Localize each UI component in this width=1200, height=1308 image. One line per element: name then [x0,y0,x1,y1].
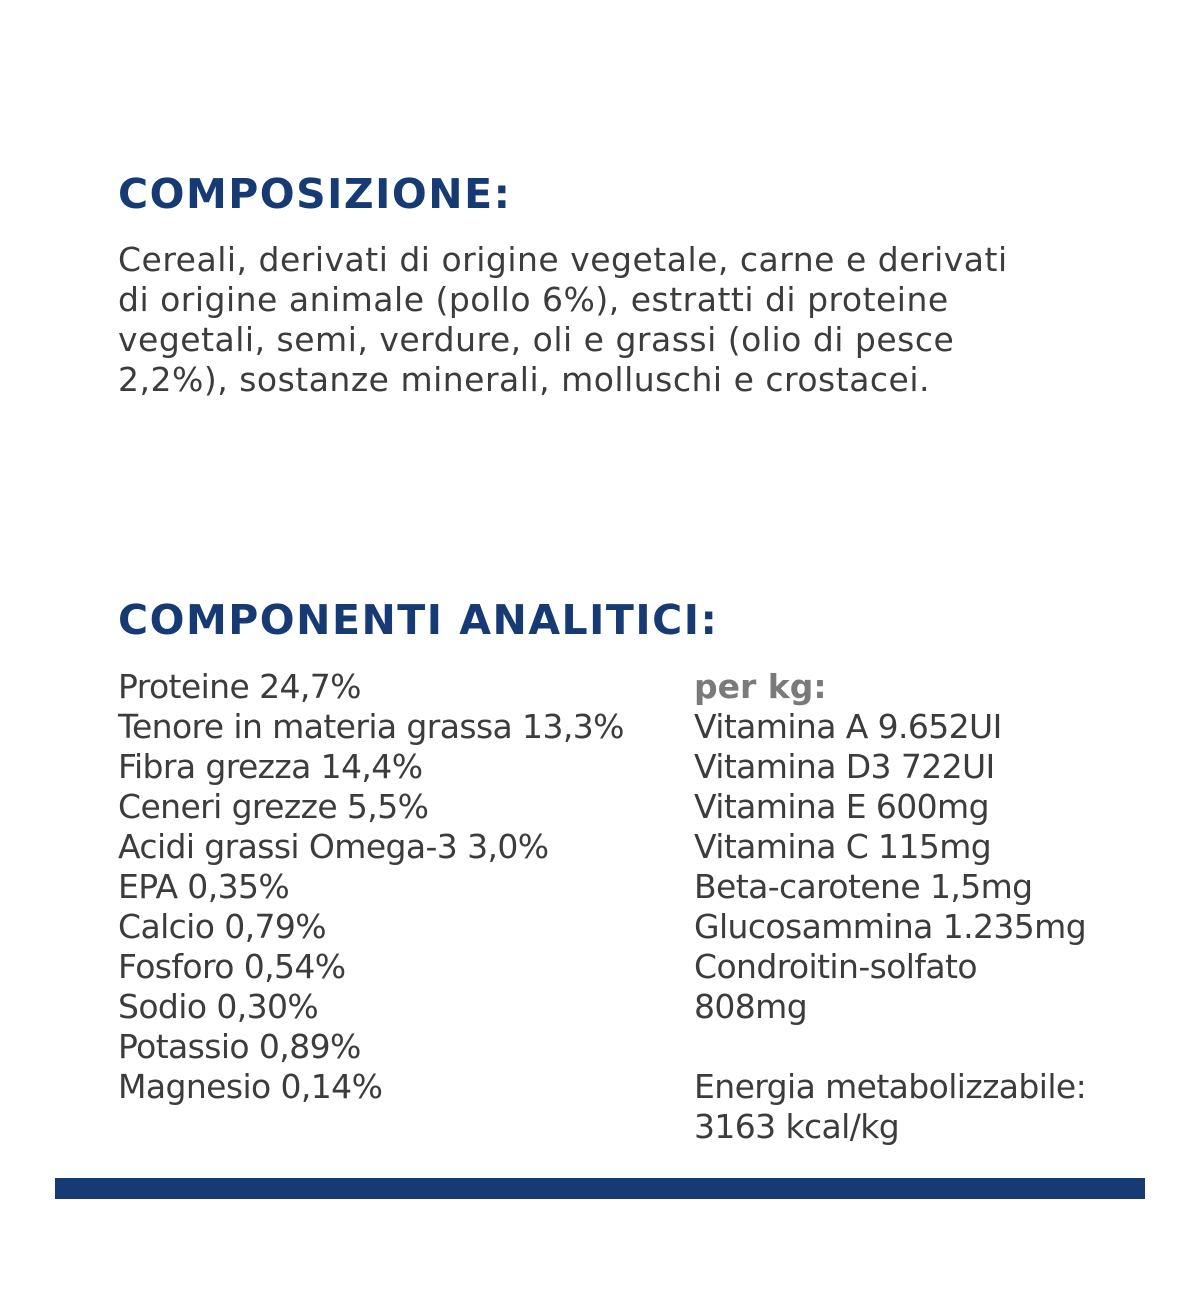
list-item: Magnesio 0,14% [118,1067,383,1106]
list-item: Glucosammina 1.235mg [694,907,1087,946]
spacer [694,1027,1086,1067]
list-item: Vitamina E 600mg [694,787,989,826]
list-item: Sodio 0,30% [118,987,319,1026]
additives-per-kg-list [694,667,1086,1147]
composition-line: 2,2%), sostanze minerali, molluschi e crostacei. [118,360,931,399]
list-item: Tenore in materia grassa 13,3% [118,707,624,746]
energy-label: Energia metabolizzabile: [694,1067,1087,1106]
list-item: Vitamina C 115mg [694,827,992,866]
list-item: EPA 0,35% [118,867,290,906]
list-item: Calcio 0,79% [118,907,327,946]
composition-line: Cereali, derivati di origine vegetale, carne e derivati [118,240,1008,279]
list-item: 808mg [694,987,808,1026]
list-item: Potassio 0,89% [118,1027,361,1066]
energy-value: 3163 kcal/kg [694,1107,900,1146]
list-item: Fibra grezza 14,4% [118,747,423,786]
composition-text [118,240,1118,400]
per-kg-label: per kg: [694,667,827,706]
analytical-constituents-list [118,667,624,1107]
composition-heading: COMPOSIZIONE: [118,170,512,218]
analytical-heading: COMPONENTI ANALITICI: [118,596,719,644]
list-item: Vitamina A 9.652UI [694,707,1002,746]
bottom-accent-bar [55,1178,1145,1199]
list-item: Ceneri grezze 5,5% [118,787,429,826]
list-item: Acidi grassi Omega-3 3,0% [118,827,549,866]
composition-line: vegetali, semi, verdure, oli e grassi (olio di pesce [118,320,955,359]
composition-line: di origine animale (pollo 6%), estratti di proteine [118,280,949,319]
list-item: Condroitin-solfato [694,947,977,986]
list-item: Fosforo 0,54% [118,947,346,986]
list-item: Proteine 24,7% [118,667,361,706]
list-item: Beta-carotene 1,5mg [694,867,1033,906]
list-item: Vitamina D3 722UI [694,747,995,786]
